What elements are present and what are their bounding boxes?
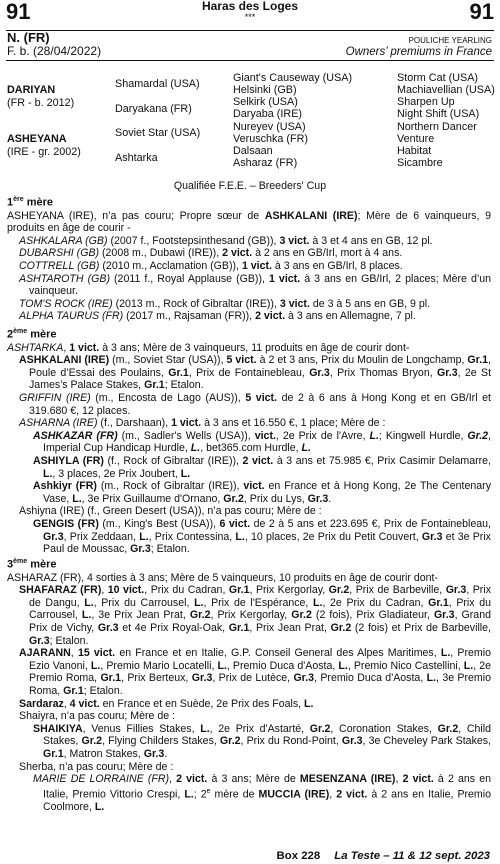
- produce-entry: DUBARSHI (GB) (2008 m., Dubawi (IRE)), 2 vict. à 2 ans en GB/Irl, mort à 4 ans.: [19, 247, 403, 260]
- gen4-entry: Sicambre: [397, 157, 443, 169]
- second-dam-paragraph: ASHTARKA, 1 vict. à 3 ans; Mère de 3 vainqueurs, 11 produits en âge de courir dont-: [7, 341, 410, 354]
- divider-pedigree: [6, 60, 494, 61]
- gen2-entry: Daryakana (FR): [115, 103, 192, 115]
- sire-name: DARIYAN: [7, 84, 56, 96]
- divider-top: [6, 30, 494, 31]
- produce-entry: GRIFFIN (IRE) (m., Encosta de Lago (AUS)), 5 vict. de 2 à 6 ans à Hong Kong et en GB/Irl et 319.680 €, 12 places.: [19, 392, 491, 417]
- gen4-entry: Machiavellian (USA): [397, 84, 495, 96]
- first-dam-title: 1ère mère: [7, 196, 53, 209]
- produce-entry: TOM'S ROCK (IRE) (2013 m., Rock of Gibraltar (IRE)), 3 vict. de 3 à 5 ans en GB, 9 pl.: [19, 297, 431, 310]
- horse-name: N. (FR): [7, 30, 50, 45]
- gen3-entry: Selkirk (USA): [233, 96, 298, 108]
- category-label: POULICHE YEARLING: [408, 36, 492, 45]
- sale-event: La Teste – 11 & 12 sept. 2023: [334, 850, 490, 862]
- lot-number-right: 91: [469, 0, 494, 24]
- gen3-entry: Asharaz (FR): [233, 157, 298, 169]
- third-dam-paragraph: ASHARAZ (FR), 4 sorties à 3 ans; Mère de 5 vainqueurs, 10 produits en âge de courir dont-: [7, 571, 439, 584]
- produce-entry: ASHKALANI (IRE) (m., Soviet Star (USA)), 5 vict. à 2 et 3 ans, Prix du Moulin de Longchamp, Gr.1, Poule d’Essai des Poulains, Gr.1, Prix de Fontainebleau, Gr.3, Prix Thomas Bryon, Gr.3, 2e St James's Palace Stakes, Gr.1; Etalon.: [19, 354, 492, 392]
- gen4-entry: Sharpen Up: [397, 96, 455, 108]
- footer: [277, 850, 490, 863]
- third-dam-title: 3ème mère: [7, 558, 57, 571]
- produce-entry: AJARANN, 15 vict. en France et en Italie, G.P. Conseil General des Alpes Maritimes, L., Premio Ezio Vanoni, L., Premio Mario Locatelli, L., Premio Duca d'Aosta, L., Premio Nico Castellini, L., 2e Premio Roma, Gr.1, Prix Berteux, Gr.3, Prix de Lutèce, Gr.3, Premio Duca d'Aosta, L., 3e Premio Roma, Gr.1; Etalon.: [19, 647, 492, 697]
- produce-entry: ASHTAROTH (GB) (2011 f., Royal Applause (GB)), 1 vict. à 3 ans en GB/Irl, 2 places; Mère d’un vainqueur.: [19, 272, 491, 298]
- gen3-entry: Nureyev (USA): [233, 121, 306, 133]
- gen3-entry: Giant's Causeway (USA): [233, 72, 353, 84]
- box-number: Box 228: [276, 850, 321, 862]
- haras-name: Haras des Loges: [201, 0, 299, 13]
- sex-birth: F. b. (28/04/2022): [7, 44, 102, 58]
- grandproduce-entry: SHAIKIYA, Venus Fillies Stakes, L., 2e Prix d'Astarté, Gr.2, Coronation Stakes, Gr.2, Child Stakes, Gr.2, Flying Childers Stakes, Gr.2, Prix du Rond-Point, Gr.3, 3e Cheveley Park Stakes, Gr.1, Matron Stakes, Gr.3.: [33, 722, 492, 760]
- produce-entry: SHAFARAZ (FR), 10 vict., Prix du Cadran, Gr.1, Prix Kergorlay, Gr.2, Prix de Barbeville, Gr.3, Prix de Dangu, L., Prix du Carrousel, L., Prix de l'Espérance, L., 2e Prix du Cadran, Gr.1, Prix du Carrousel, L., 3e Prix Jean Prat, Gr.2, Prix Kergorlay, Gr.2 (2 fois), Prix Gladiateur, Gr.3, Grand Prix de Vichy, Gr.3 et 4e Prix Royal-Oak, Gr.1, Prix Jean Prat, Gr.2 (2 fois) et Prix de Barbeville, Gr.3; Etalon.: [19, 584, 491, 647]
- gen4-entry: Northern Dancer: [397, 121, 477, 133]
- gen3-entry: Helsinki (GB): [233, 84, 297, 96]
- section-first-dam: [7, 193, 491, 323]
- produce-entry: ASHKALARA (GB) (2007 f., Footstepsinthesand (GB)), 3 vict. à 3 et 4 ans en GB, 12 pl.: [19, 234, 433, 247]
- grandproduce-entry: ASHKAZAR (FR) (m., Sadler's Wells (USA)), vict., 2e Prix de l'Avre, L.; Kingwell Hurdle, Gr.2, Imperial Cup Handicap Hurdle, L., bet365.com Hurdle, L.: [33, 429, 491, 455]
- grandproduce-entry: GENGIS (FR) (m., King's Best (USA)), 6 vict. de 2 à 5 ans et 223.695 €, Prix de Fontainebleau, Gr.3, Prix Zeddaan, L., Prix Contessina, L., 10 places, 2e Prix du Petit Couvert, Gr.3 et 3e Prix Paul de Moussac, Gr.3; Etalon.: [33, 517, 492, 556]
- grandproduce-entry: ASHIYLA (FR) (f., Rock of Gibraltar (IRE)), 2 vict. à 3 ans et 75.985 €, Prix Casimir Delamarre, L., 3 places, 2e Prix Joubert, L.: [33, 455, 491, 480]
- section-second-dam: [7, 325, 491, 556]
- gen3-entry: Dalsaan: [233, 145, 273, 157]
- premiums-label: Owners’ premiums in France: [345, 46, 492, 58]
- lot-number-left: 91: [6, 0, 31, 24]
- sire-info: (FR - b. 2012): [7, 97, 75, 109]
- qualification: Qualifiée F.E.E. – Breeders' Cup: [173, 180, 327, 192]
- dam-name: ASHEYANA: [7, 133, 67, 145]
- dam-info: (IRE - gr. 2002): [7, 146, 81, 158]
- gen4-entry: Storm Cat (USA): [397, 72, 478, 84]
- produce-entry: Ashiyna (IRE) (f., Green Desert (USA)), n’a pas couru; Mère de :: [19, 505, 322, 518]
- gen3-entry: Veruschka (FR): [233, 133, 308, 145]
- produce-entry: Sardaraz, 4 vict. en France et en Suède, 2e Prix des Foals, L.: [19, 697, 314, 710]
- section-third-dam: [7, 555, 491, 813]
- stars-rating: ***: [244, 12, 256, 22]
- produce-entry: COTTRELL (GB) (2010 m., Acclamation (GB)), 1 vict. à 3 ans en GB/Irl, 8 places.: [19, 260, 403, 273]
- gen2-entry: Ashtarka: [115, 152, 158, 164]
- gen4-entry: Habitat: [397, 145, 432, 157]
- produce-entry: ALPHA TAURUS (FR) (2017 m., Rajsaman (FR)), 2 vict. à 3 ans en Allemagne, 7 pl.: [19, 310, 416, 323]
- produce-entry: Shaiyra, n’a pas couru; Mère de :: [19, 710, 176, 723]
- gen4-entry: Night Shift (USA): [397, 108, 480, 120]
- gen3-entry: Daryaba (IRE): [233, 108, 302, 120]
- gen4-entry: Venture: [397, 133, 435, 145]
- gen2-entry: Shamardal (USA): [115, 78, 200, 90]
- first-dam-paragraph: ASHEYANA (IRE), n’a pas couru; Propre sœur de ASHKALANI (IRE); Mère de 6 vainqueurs, 9 produits en âge de courir -: [7, 209, 491, 235]
- produce-entry: Sherba, n’a pas couru; Mère de :: [19, 760, 174, 773]
- grandproduce-entry: Ashkiyr (FR) (m., Rock of Gibraltar (IRE)), vict. en France et à Hong Kong, 2e The Centenary Vase, L., 3e Prix Guillaume d'Ornano, Gr.2, Prix du Lys, Gr.3.: [33, 480, 491, 505]
- produce-entry: ASHARNA (IRE) (f., Darshaan), 1 vict. à 3 ans et 16.550 €, 1 place; Mère de :: [19, 417, 386, 430]
- grandproduce-entry: MARIE DE LORRAINE (FR), 2 vict. à 3 ans; Mère de MESENZANA (IRE), 2 vict. à 2 ans en Italie, Premio Vittorio Crespi, L.; 2e mère de MUCCIA (IRE), 2 vict. à 2 ans en Italie, Premio Coolmore, L.: [33, 773, 492, 813]
- second-dam-title: 2ème mère: [7, 328, 57, 341]
- gen2-entry: Soviet Star (USA): [115, 127, 201, 139]
